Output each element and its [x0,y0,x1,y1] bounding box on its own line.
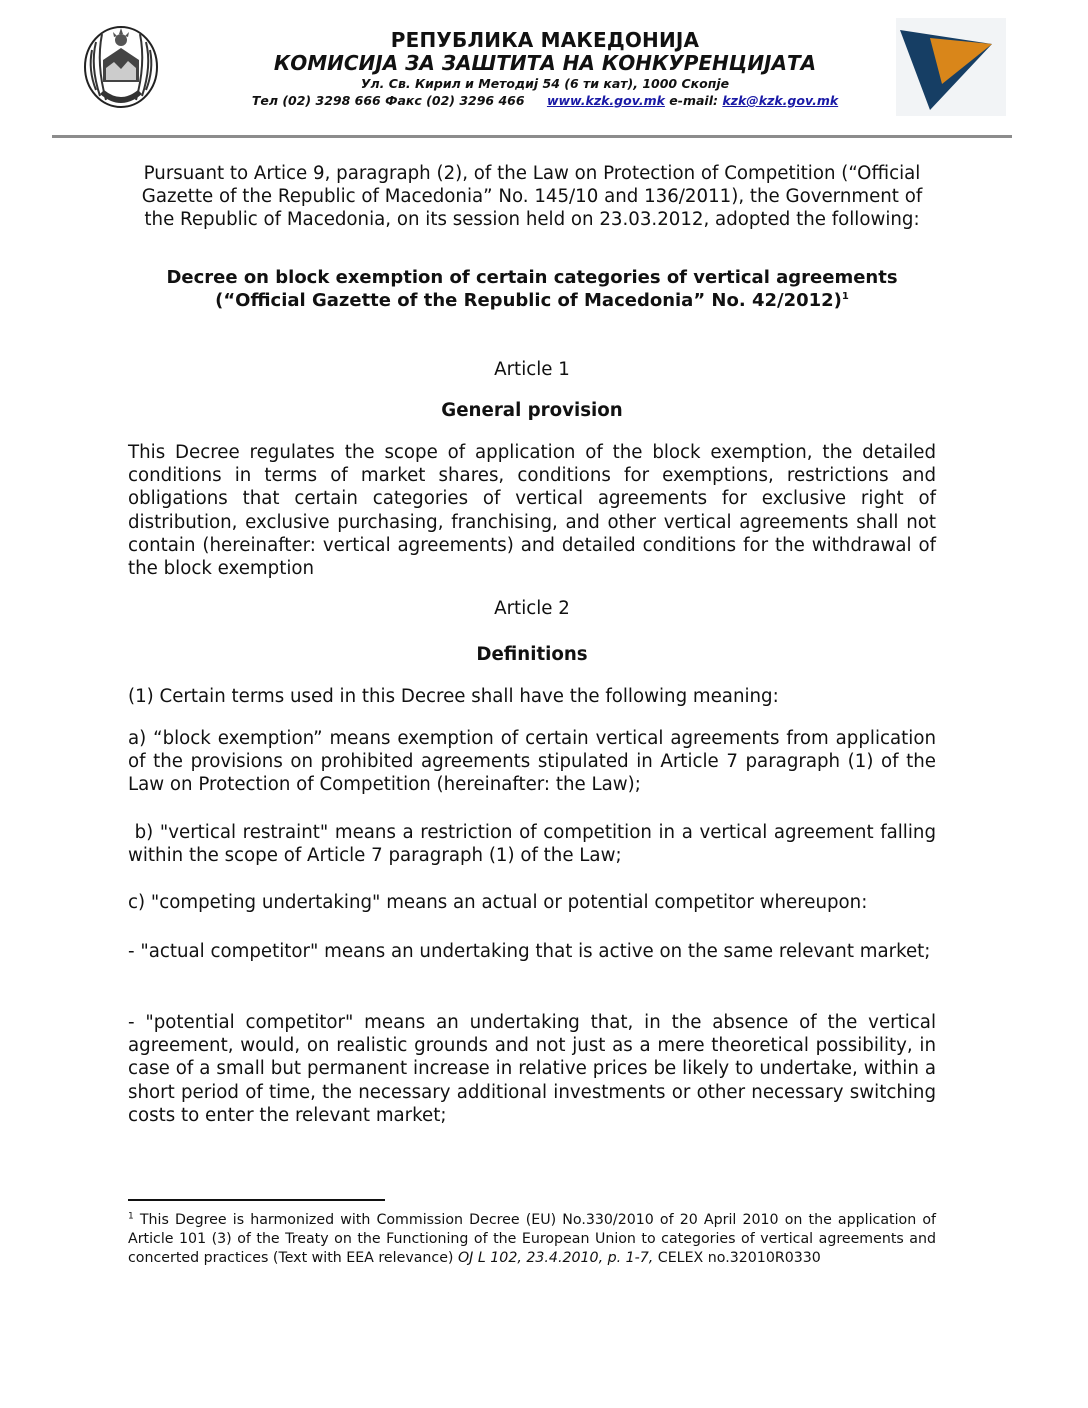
decree-title [128,266,936,312]
footnote-divider [128,1199,385,1201]
definition-block-exemption: a) “block exemption” means exemption of certain vertical agreements from application of the provisions on prohibited agreements stipulated in Article 7 paragraph (1) of the Law on Protection of Competition (hereinafter: the Law); [128,728,936,796]
header-republic: РЕПУБЛИКА МАКЕДОНИЈА [390,28,700,52]
header-commission: КОМИСИЈА ЗА ЗАШТИТА НА КОНКУРЕНЦИЈАТА [273,51,817,75]
footnote [128,1211,936,1268]
article-1-title: General provision [441,400,623,421]
article-1-text: This Decree regulates the scope of application of the block exemption, the detailed conditions in terms of market shares, conditions for exemptions, restrictions and obligations that certain categories of vertical agreements for exclusive right of distribution, exclusive purchasing, franchising, and other vertical agreements shall not contain (hereinafter: vertical agreements) and detailed conditions for the withdrawal of the block exemption [128,442,936,580]
commission-logo [896,18,1006,116]
footnote-citation: OJ L 102, 23.4.2010, p. 1-7, [457,1250,654,1266]
header-phones: Тел (02) 3298 666 Факс (02) 3296 466 [251,93,525,108]
footnote-text: This Degree is harmonized with Commission Decree (EU) No.330/2010 of 20 April 2010 on the application of Article 101 (3) of the Treaty on the Functioning of the European Union to categories of vertical agreements and concerted practices (Text with EEA relevance) [128,1212,936,1266]
decree-title-text: Decree on block exemption of certain categories of vertical agreements (“Official Gazette of the Republic of Macedonia” No. 42/2012) [166,267,898,312]
footnote-celex: CELEX no.32010R0330 [653,1250,821,1266]
definition-vertical-restraint: b) "vertical restraint" means a restriction of competition in a vertical agreement falling within the scope of Article 7 paragraph (1) of the Law; [128,822,942,867]
footnote-reference[interactable]: 1 [841,291,849,303]
email-link[interactable]: kzk@kzk.gov.mk [722,93,839,108]
footnote-mark: 1 [128,1211,134,1222]
article-2-title: Definitions [476,644,588,665]
definition-actual-competitor: - "actual competitor" means an undertaking that is active on the same relevant market; [128,941,931,962]
website-link[interactable]: www.kzk.gov.mk [546,93,665,108]
header-divider [52,135,1012,138]
article-2-heading: Article 2 [494,598,570,619]
email-label: e-mail: [669,93,718,108]
definition-competing-undertaking: c) "competing undertaking" means an actual or potential competitor whereupon: [128,892,868,913]
header-address: Ул. Св. Кирил и Методиј 54 (6 ти кат), 1000 Скопје [360,76,730,91]
coat-of-arms-emblem [80,20,162,112]
article-1-heading: Article 1 [494,359,570,380]
preamble: Pursuant to Artice 9, paragraph (2), of the Law on Protection of Competition (“Official Gazette of the Republic of Macedonia” No. 145/10 and 136/2011), the Government of the Republic of Macedonia, on its session held on 23.03.2012, adopted the following: [141,163,923,231]
definitions-intro: (1) Certain terms used in this Decree shall have the following meaning: [128,686,779,707]
header-contacts [200,93,890,108]
definition-potential-competitor: - "potential competitor" means an undertaking that, in the absence of the vertical agreement, would, on realistic grounds and not just as a mere theoretical possibility, in case of a small but permanent increase in relative prices be likely to undertake, within a short period of time, the necessary additional investments or other necessary switching costs to enter the relevant market; [128,1012,936,1126]
